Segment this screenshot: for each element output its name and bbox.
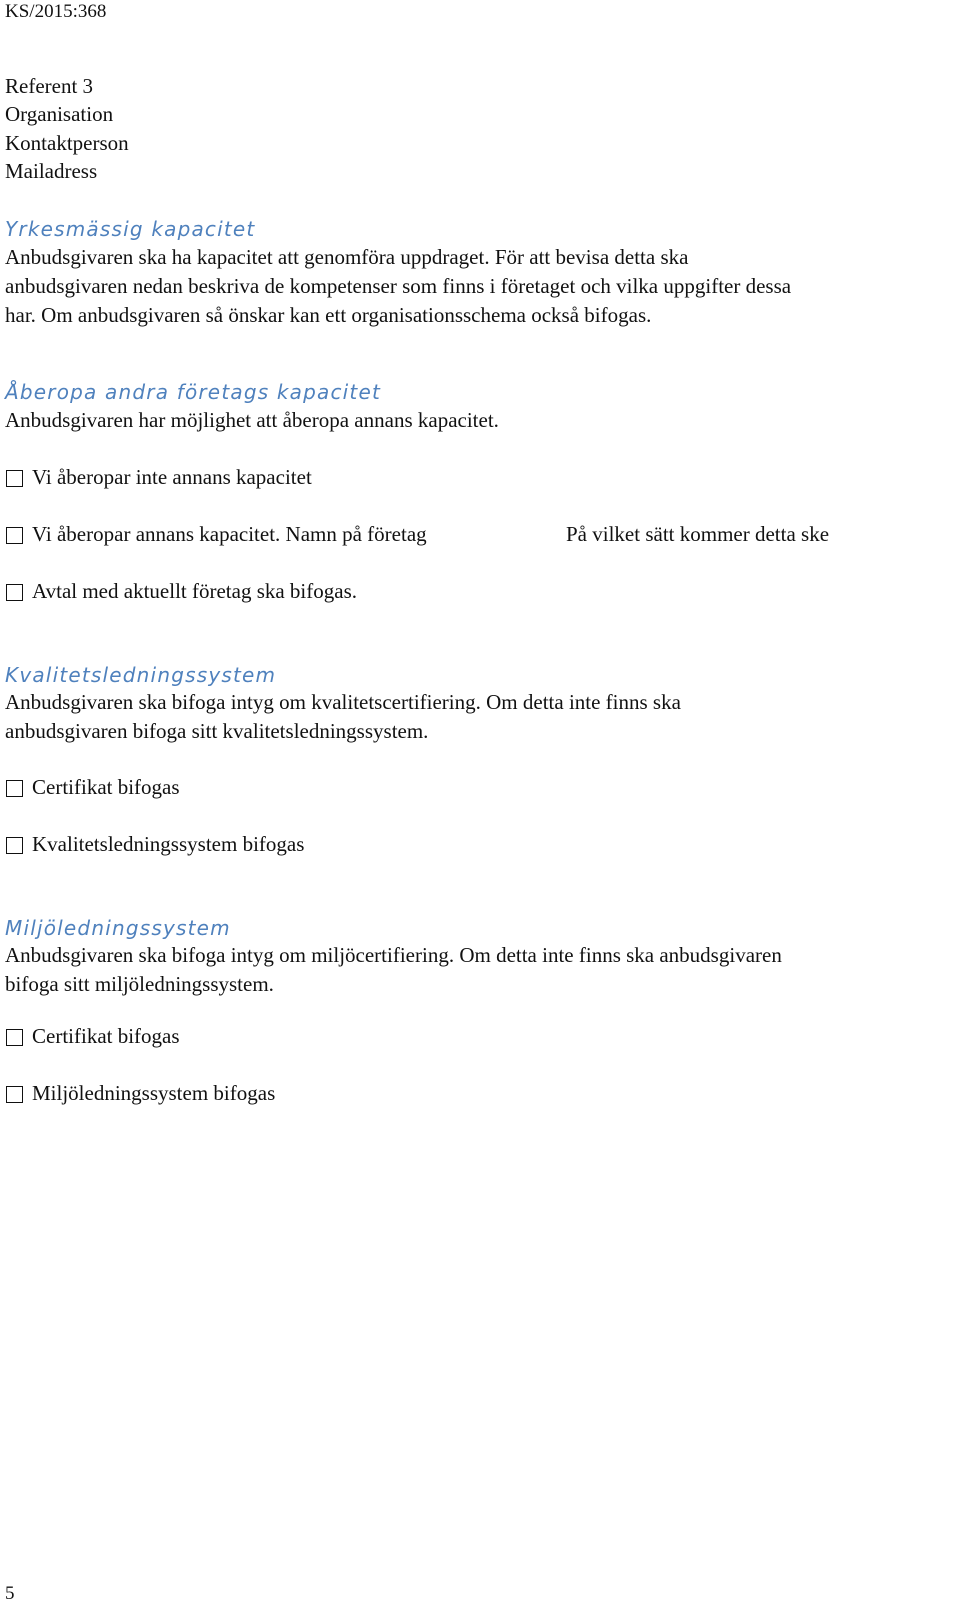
miljo-system-label: Miljöledningssystem bifogas <box>32 1081 276 1105</box>
miljo-system-row[interactable] <box>6 1079 275 1108</box>
page-number: 5 <box>5 1583 15 1604</box>
document-id: KS/2015:368 <box>5 1 107 22</box>
aberopa-agreement-label: Avtal med aktuellt företag ska bifogas. <box>32 579 358 603</box>
kvalitet-text-line-2: anbudsgivaren bifoga sitt kvalitetsledningssystem. <box>5 719 429 743</box>
checkbox-aberopa-yes[interactable] <box>6 527 23 544</box>
referent-title: Referent 3 <box>5 74 94 98</box>
checkbox-aberopa-agreement[interactable] <box>6 584 23 601</box>
kvalitet-cert-row[interactable] <box>6 773 180 802</box>
referent-contact-label: Kontaktperson <box>5 131 129 155</box>
miljo-text-line-1: Anbudsgivaren ska bifoga intyg om miljöcertifiering. Om detta inte finns ska anbudsgivaren <box>5 943 782 967</box>
kvalitet-cert-label: Certifikat bifogas <box>32 775 180 799</box>
checkbox-kvalitet-system[interactable] <box>6 837 23 854</box>
aberopa-intro: Anbudsgivaren har möjlighet att åberopa annans kapacitet. <box>5 408 499 432</box>
aberopa-heading: Åberopa andra företags kapacitet <box>5 380 382 404</box>
checkbox-aberopa-no[interactable] <box>6 470 23 487</box>
kvalitet-system-row[interactable] <box>6 830 304 859</box>
yrkesmassig-text-line-2: anbudsgivaren nedan beskriva de kompetenser som finns i företaget och vilka uppgifter dessa <box>5 274 792 298</box>
yrkesmassig-text-line-1: Anbudsgivaren ska ha kapacitet att genomföra uppdraget. För att bevisa detta ska <box>5 245 689 269</box>
checkbox-kvalitet-cert[interactable] <box>6 780 23 797</box>
referent-email-label: Mailadress <box>5 159 98 183</box>
kvalitet-system-label: Kvalitetsledningssystem bifogas <box>32 832 305 856</box>
miljo-text-line-2: bifoga sitt miljöledningssystem. <box>5 972 274 996</box>
referent-organisation-label: Organisation <box>5 102 114 126</box>
aberopa-option-yes-row[interactable] <box>6 520 427 549</box>
aberopa-agreement-row[interactable] <box>6 577 357 606</box>
miljo-cert-row[interactable] <box>6 1022 180 1051</box>
aberopa-option-yes-label: Vi åberopar annans kapacitet. Namn på företag <box>32 522 427 546</box>
miljo-cert-label: Certifikat bifogas <box>32 1024 180 1048</box>
aberopa-option-no-row[interactable] <box>6 463 312 492</box>
aberopa-option-no-label: Vi åberopar inte annans kapacitet <box>32 465 312 489</box>
miljo-heading: Miljöledningssystem <box>5 916 231 940</box>
checkbox-miljo-cert[interactable] <box>6 1029 23 1046</box>
yrkesmassig-text-line-3: har. Om anbudsgivaren så önskar kan ett organisationsschema också bifogas. <box>5 303 652 327</box>
kvalitet-text-line-1: Anbudsgivaren ska bifoga intyg om kvalitetscertifiering. Om detta inte finns ska <box>5 690 681 714</box>
yrkesmassig-heading: Yrkesmässig kapacitet <box>5 217 256 241</box>
aberopa-how-label: På vilket sätt kommer detta ske <box>566 522 830 546</box>
kvalitet-heading: Kvalitetsledningssystem <box>5 663 277 687</box>
checkbox-miljo-system[interactable] <box>6 1086 23 1103</box>
